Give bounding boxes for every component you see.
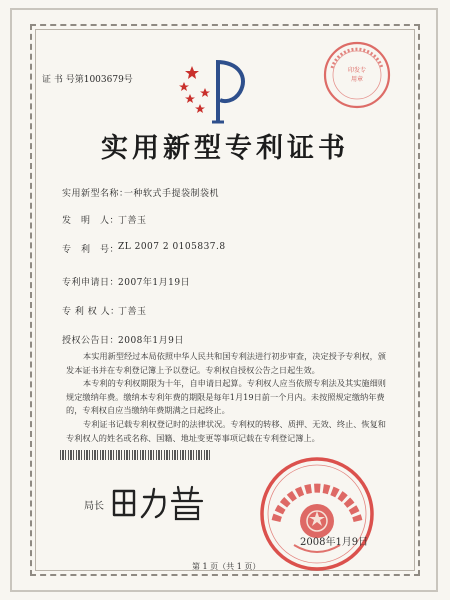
grant-date-value: 2008年1月9日 [118,336,184,346]
certificate-number: 证 书 号第1003679号 [42,75,133,85]
patentee-value: 丁善玉 [118,307,147,317]
service-center-stamp-icon [322,40,392,110]
director-signature-icon [108,483,208,523]
filing-date-label: 专利申请日： [62,278,120,288]
page-footer: 第 1 页（共 1 页） [192,562,261,571]
body-paragraph: 本实用新型经过本局依照中华人民共和国专利法进行初步审查，决定授予专利权，颁发本证书并在专利登记簿上予以登记。专利权自授权公告之日起生效。 [66,351,386,375]
svg-text:用章: 用章 [350,76,364,83]
certificate-body [66,350,392,445]
body-paragraph: 本专利的专利权期限为十年，自申请日起算。专利权人应当依照专利法及其实施细则规定缴纳年费。缴纳本专利年费的期限是每年1月19日前一个月内。未按照规定缴纳年费的，专利权自应当缴纳年费期满之日起终止。 [66,378,386,416]
seal-date: 2008年1月9日 [300,537,369,548]
name-label: 实用新型名称： [62,189,129,199]
svg-text:印发专: 印发专 [347,67,367,74]
sipo-logo-icon [178,56,254,126]
barcode [60,450,210,460]
inventor-label: 发 明 人： [62,216,120,226]
inventor-value: 丁善玉 [118,216,147,226]
patent-number-label: 专 利 号： [62,245,120,255]
name-value: 一种软式手提袋制袋机 [124,189,220,199]
grant-date-label: 授权公告日： [62,336,120,346]
patent-number-value: ZL 2007 2 0105837.8 [118,242,226,252]
sipo-official-seal-icon [258,455,376,573]
patentee-label: 专 利 权 人： [62,307,120,317]
certificate-title: 实用新型专利证书 [101,133,349,164]
director-label: 局长 [84,501,104,512]
body-paragraph: 专利证书记载专利权登记时的法律状况。专利权的转移、质押、无效、终止、恢复和专利权人的姓名或名称、国籍、地址变更等事项记载在专利登记簿上。 [66,418,386,443]
filing-date-value: 2007年1月19日 [118,278,191,288]
